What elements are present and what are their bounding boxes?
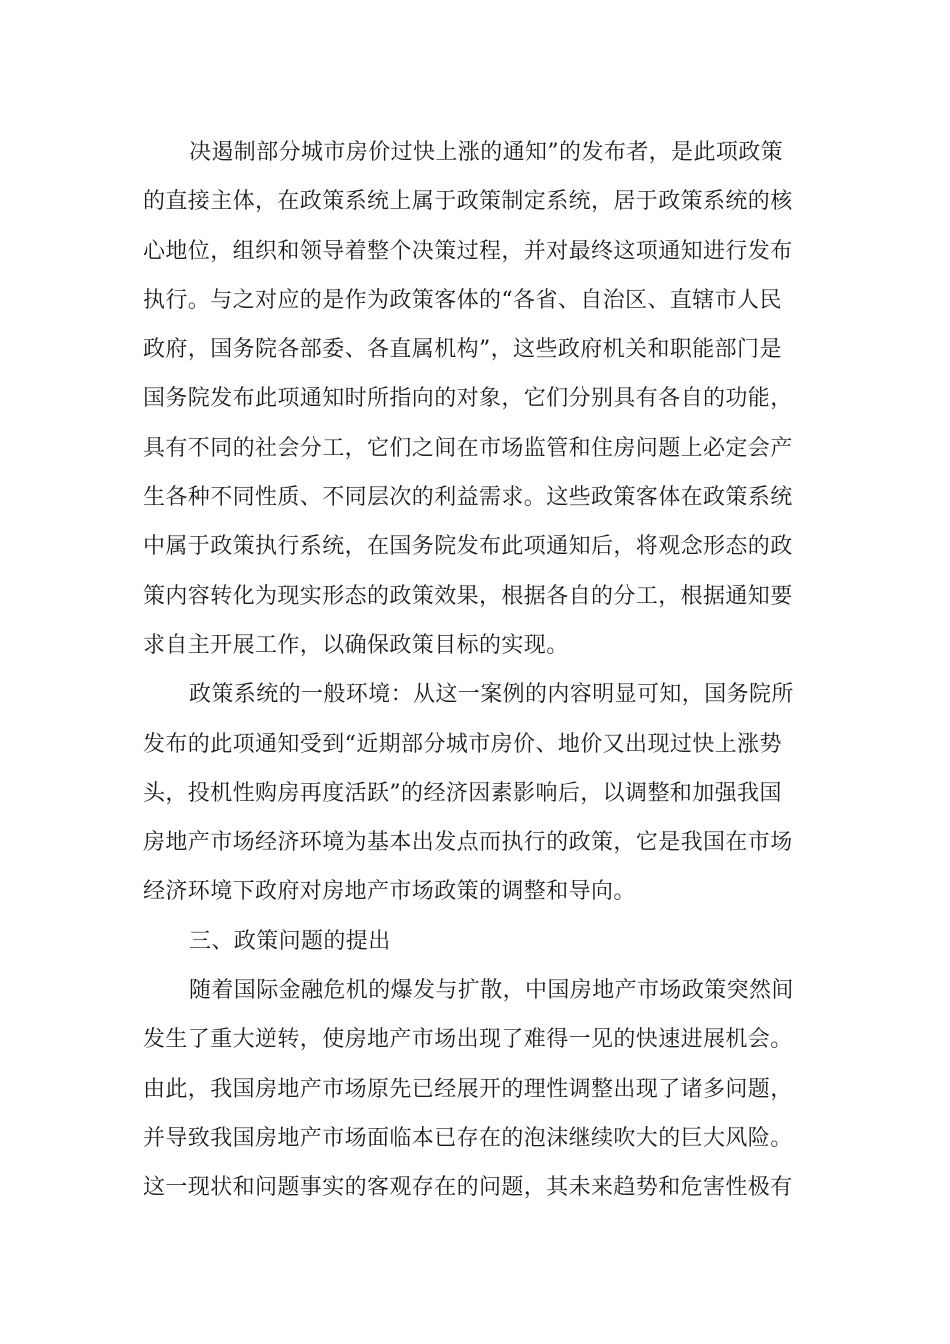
text-line: 房地产市场经济环境为基本出发点而执行的政策，它是我国在市场 (143, 830, 793, 856)
text-line: 这一现状和问题事实的客观存在的问题，其未来趋势和危害性极有 (143, 1175, 793, 1201)
text-line: 决遏制部分城市房价过快上涨的通知”的发布者，是此项政策 (189, 140, 784, 165)
text-line: 策内容转化为现实形态的政策效果，根据各自的分工，根据通知要 (143, 583, 793, 609)
text-line: 求自主开展工作，以确保政策目标的实现。 (143, 632, 569, 658)
text-line: 政府，国务院各部委、各直属机构”，这些政府机关和职能部门是 (143, 337, 782, 363)
text-line: 随着国际金融危机的爆发与扩散，中国房地产市场政策突然间 (189, 978, 794, 1004)
text-line: 头，投机性购房再度活跃”的经济因素影响后，以调整和加强我国 (143, 780, 782, 806)
text-line: 执行。与之对应的是作为政策客体的“各省、自治区、直辖市人民 (143, 287, 782, 313)
text-line: 发布的此项通知受到“近期部分城市房价、地价又出现过快上涨势 (143, 731, 782, 757)
text-line: 心地位，组织和领导着整个决策过程，并对最终这项通知进行发布 (143, 238, 793, 264)
text-line: 中属于政策执行系统，在国务院发布此项通知后，将观念形态的政 (143, 534, 793, 560)
text-line: 经济环境下政府对房地产市场政策的调整和导向。 (143, 879, 636, 905)
text-line: 政策系统的一般环境：从这一案例的内容明显可知，国务院所 (189, 682, 794, 708)
body-text (143, 128, 808, 1213)
text-line: 由此，我国房地产市场原先已经展开的理性调整出现了诸多问题， (143, 1076, 793, 1102)
text-line: 生各种不同性质、不同层次的利益需求。这些政策客体在政策系统 (143, 485, 793, 511)
text-line: 具有不同的社会分工，它们之间在市场监管和住房问题上必定会产 (143, 435, 793, 461)
text-line: 并导致我国房地产市场面临本已存在的泡沫继续吹大的巨大风险。 (143, 1125, 793, 1151)
text-line: 国务院发布此项通知时所指向的对象，它们分别具有各自的功能， (143, 386, 793, 412)
text-line: 发生了重大逆转，使房地产市场出现了难得一见的快速进展机会。 (143, 1027, 793, 1053)
text-line: 的直接主体，在政策系统上属于政策制定系统，居于政策系统的核 (143, 189, 793, 215)
text-line: 三、政策问题的提出 (189, 928, 391, 954)
